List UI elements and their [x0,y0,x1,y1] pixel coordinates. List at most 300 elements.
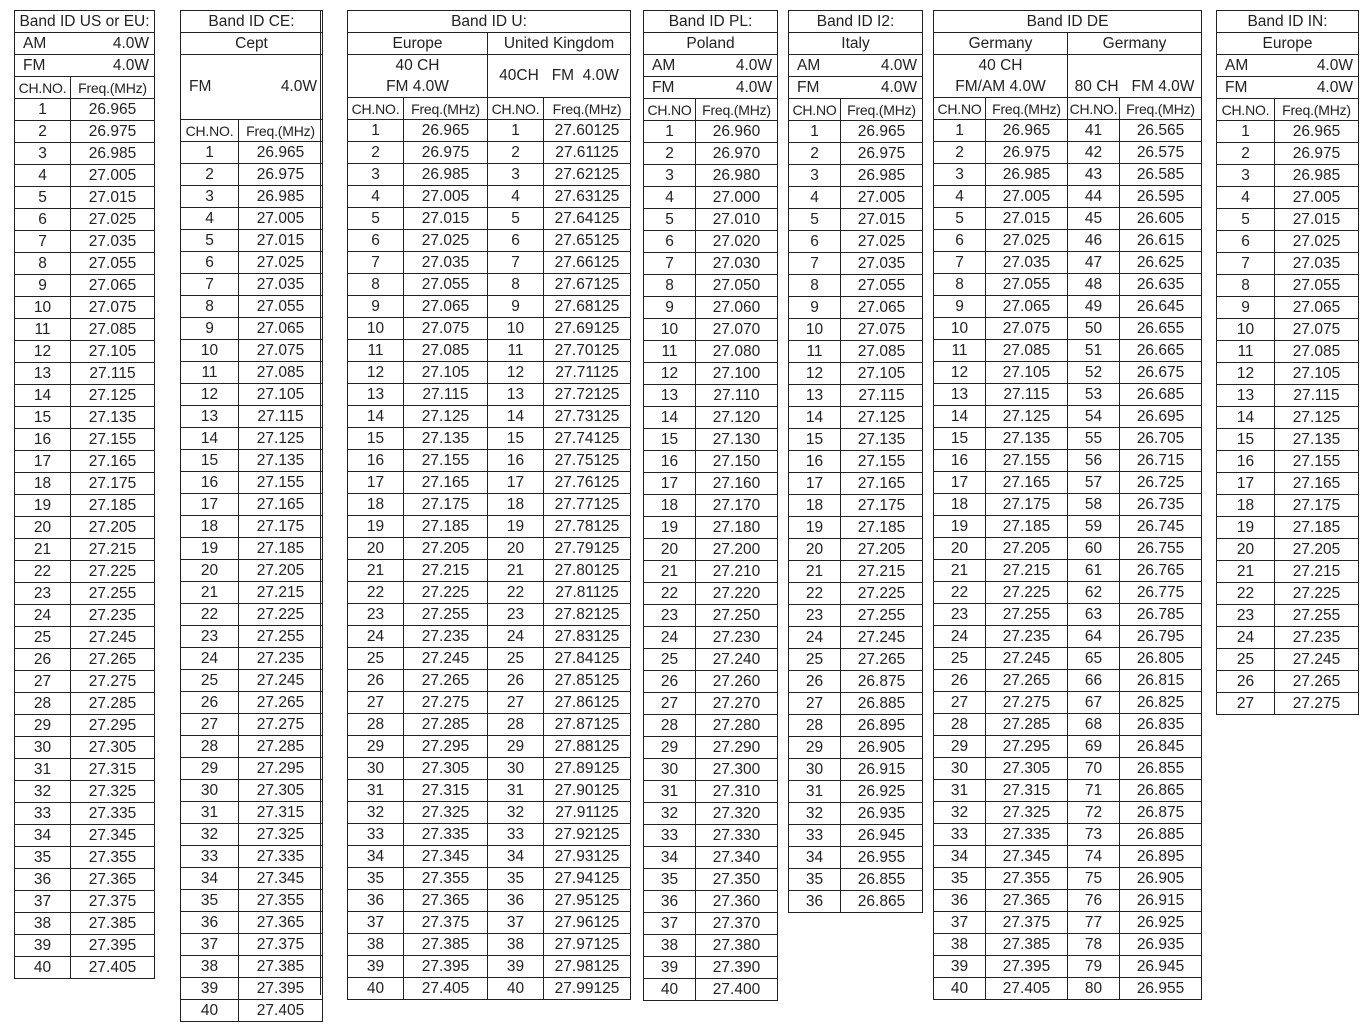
table-row [181,758,323,780]
table-row [789,517,923,539]
table-row [348,626,631,648]
channel-number: 12 [789,363,841,385]
table-row [644,429,778,451]
frequency-value: 27.375 [71,891,155,913]
frequency-value: 27.93125 [544,846,631,868]
frequency-value: 27.225 [239,604,323,626]
table-row [15,539,155,561]
frequency-value: 26.625 [1120,252,1202,274]
frequency-value: 27.055 [71,253,155,275]
channel-number: 3 [789,165,841,187]
table-row [934,670,1202,692]
channel-number: 20 [488,538,544,560]
channel-number: 14 [934,406,986,428]
frequency-value: 27.63125 [544,186,631,208]
frequency-value: 27.245 [404,648,488,670]
channel-number: 47 [1068,252,1120,274]
channel-number: 5 [1217,209,1275,231]
channel-number: 8 [644,275,696,297]
frequency-value: 27.325 [239,824,323,846]
channel-number: 42 [1068,142,1120,164]
frequency-value: 27.105 [404,362,488,384]
frequency-value: 27.205 [71,517,155,539]
frequency-value: 27.60125 [544,120,631,142]
channel-number: 8 [488,274,544,296]
channel-number: 17 [488,472,544,494]
channel-number: 37 [181,934,239,956]
table-row [789,825,923,847]
channel-number: 25 [1217,649,1275,671]
frequency-value: 27.325 [986,802,1068,824]
table-row [348,208,631,230]
table-row [348,164,631,186]
table-row [181,318,323,340]
frequency-value: 27.115 [1275,385,1359,407]
table-row [15,693,155,715]
channel-number: 35 [934,868,986,890]
frequency-header: Freq.(MHz) [1120,98,1202,120]
frequency-value: 27.125 [239,428,323,450]
channel-number: 20 [789,539,841,561]
channel-number: 26 [488,670,544,692]
frequency-value: 26.605 [1120,208,1202,230]
channel-number: 13 [348,384,404,406]
table-row [644,825,778,847]
channel-number: 33 [934,824,986,846]
frequency-value: 27.155 [71,429,155,451]
channel-number: 14 [348,406,404,428]
frequency-value: 27.155 [986,450,1068,472]
table-row [348,758,631,780]
channel-number: 32 [15,781,71,803]
channel-number: 9 [15,275,71,297]
frequency-value: 26.725 [1120,472,1202,494]
table-row [789,737,923,759]
channel-number: 27 [488,692,544,714]
frequency-value: 27.215 [841,561,923,583]
channel-number: 22 [181,604,239,626]
channel-number: 32 [181,824,239,846]
channel-number: 17 [15,451,71,473]
frequency-value: 27.180 [696,517,778,539]
frequency-value: 27.385 [239,956,323,978]
frequency-value: 27.72125 [544,384,631,406]
channel-number: 25 [15,627,71,649]
table-row [789,253,923,275]
table-row [789,495,923,517]
frequency-value: 26.845 [1120,736,1202,758]
frequency-value: 27.265 [404,670,488,692]
channel-number: 32 [644,803,696,825]
channel-number: 20 [15,517,71,539]
channel-header: CH.NO. [181,120,239,142]
channel-number: 16 [934,450,986,472]
frequency-value: 26.685 [1120,384,1202,406]
table-row [15,209,155,231]
band-pl-table [643,10,778,1001]
frequency-value: 26.795 [1120,626,1202,648]
frequency-value: 27.035 [71,231,155,253]
channel-number: 78 [1068,934,1120,956]
table-row [348,472,631,494]
frequency-value: 26.955 [841,847,923,869]
channel-number: 24 [181,648,239,670]
channel-header: CH.NO [644,99,696,121]
channel-number: 39 [488,956,544,978]
frequency-value: 27.390 [696,957,778,979]
frequency-value: 27.275 [404,692,488,714]
channel-number: 7 [181,274,239,296]
frequency-value: 27.260 [696,671,778,693]
fm-power-row: FM 4.0W [644,77,778,99]
table-row [644,451,778,473]
frequency-value: 27.370 [696,913,778,935]
table-row [15,583,155,605]
frequency-value: 27.030 [696,253,778,275]
frequency-value: 27.175 [1275,495,1359,517]
frequency-value: 27.295 [239,758,323,780]
channel-number: 46 [1068,230,1120,252]
channel-number: 21 [488,560,544,582]
table-row [15,891,155,913]
channel-number: 32 [488,802,544,824]
channel-number: 31 [789,781,841,803]
frequency-value: 26.765 [1120,560,1202,582]
frequency-value: 26.915 [841,759,923,781]
frequency-value: 27.96125 [544,912,631,934]
channel-number: 19 [181,538,239,560]
frequency-value: 27.225 [841,583,923,605]
channel-number: 1 [181,142,239,164]
channel-number: 16 [348,450,404,472]
table-row [789,209,923,231]
frequency-value: 27.74125 [544,428,631,450]
channel-number: 24 [934,626,986,648]
frequency-value: 26.575 [1120,142,1202,164]
channel-number: 35 [644,869,696,891]
frequency-value: 27.320 [696,803,778,825]
frequency-value: 27.075 [404,318,488,340]
channel-number: 21 [181,582,239,604]
channel-number: 15 [15,407,71,429]
channel-number: 36 [644,891,696,913]
table-row [15,649,155,671]
frequency-value: 27.230 [696,627,778,649]
table-row [181,406,323,428]
table-row [934,780,1202,802]
frequency-value: 26.960 [696,121,778,143]
channel-number: 12 [181,384,239,406]
channel-number: 18 [15,473,71,495]
channel-number: 37 [348,912,404,934]
frequency-value: 26.985 [841,165,923,187]
channel-number: 8 [15,253,71,275]
channel-number: 39 [934,956,986,978]
table-row [15,165,155,187]
channel-number: 25 [488,648,544,670]
frequency-value: 27.235 [239,648,323,670]
table-row [1217,583,1359,605]
frequency-value: 27.325 [404,802,488,824]
table-row [789,429,923,451]
channel-number: 6 [934,230,986,252]
channel-number: 35 [488,868,544,890]
frequency-value: 27.345 [404,846,488,868]
channel-number: 22 [934,582,986,604]
frequency-value: 27.105 [841,363,923,385]
channel-number: 16 [644,451,696,473]
channel-number: 28 [789,715,841,737]
channel-rows [644,121,778,1001]
table-row [934,714,1202,736]
channel-number: 13 [15,363,71,385]
frequency-value: 26.665 [1120,340,1202,362]
table-row [644,275,778,297]
table-row [348,340,631,362]
frequency-value: 26.785 [1120,604,1202,626]
table-row [934,538,1202,560]
channel-number: 36 [348,890,404,912]
table-row [644,517,778,539]
channel-number: 38 [644,935,696,957]
frequency-value: 26.945 [841,825,923,847]
channel-number: 75 [1068,868,1120,890]
band-ce-block [180,10,323,1022]
table-row [181,340,323,362]
channel-number: 22 [15,561,71,583]
frequency-value: 27.085 [841,341,923,363]
table-row [644,539,778,561]
table-row [789,605,923,627]
frequency-value: 26.815 [1120,670,1202,692]
frequency-value: 27.86125 [544,692,631,714]
frequency-value: 27.265 [841,649,923,671]
table-row [789,781,923,803]
frequency-value: 27.165 [404,472,488,494]
table-row [934,868,1202,890]
frequency-value: 27.365 [404,890,488,912]
frequency-header: Freq.(MHz) [986,98,1068,120]
table-row [789,165,923,187]
frequency-value: 27.125 [986,406,1068,428]
frequency-value: 27.245 [841,627,923,649]
channel-number: 35 [181,890,239,912]
table-row [15,847,155,869]
table-row [15,407,155,429]
region-germany-80ch: Germany [1068,33,1202,55]
frequency-value: 27.005 [1275,187,1359,209]
channel-number: 34 [789,847,841,869]
channel-rows [934,120,1202,1000]
channel-number: 9 [1217,297,1275,319]
channel-number: 4 [348,186,404,208]
frequency-value: 27.235 [1275,627,1359,649]
channel-number: 21 [644,561,696,583]
channel-number: 15 [1217,429,1275,451]
channel-number: 9 [934,296,986,318]
frequency-value: 27.97125 [544,934,631,956]
frequency-value: 27.77125 [544,494,631,516]
table-row [934,494,1202,516]
frequency-value: 26.925 [841,781,923,803]
frequency-value: 27.99125 [544,978,631,1000]
frequency-value: 27.360 [696,891,778,913]
table-row [934,648,1202,670]
table-row [348,780,631,802]
frequency-header: Freq.(MHz) [71,77,155,99]
frequency-value: 26.965 [71,99,155,121]
frequency-value: 26.895 [1120,846,1202,868]
frequency-value: 26.855 [1120,758,1202,780]
channel-number: 12 [1217,363,1275,385]
table-row [181,208,323,230]
frequency-value: 27.050 [696,275,778,297]
channel-number: 2 [181,164,239,186]
table-row [181,516,323,538]
channel-number: 53 [1068,384,1120,406]
channel-number: 36 [181,912,239,934]
channel-number: 8 [789,275,841,297]
frequency-value: 27.165 [71,451,155,473]
channel-number: 10 [1217,319,1275,341]
frequency-value: 27.120 [696,407,778,429]
frequency-value: 27.065 [239,318,323,340]
frequency-value: 27.315 [404,780,488,802]
frequency-value: 27.80125 [544,560,631,582]
channel-number: 28 [15,693,71,715]
table-row [181,978,323,1000]
table-row [15,781,155,803]
frequency-value: 27.84125 [544,648,631,670]
table-row [644,231,778,253]
table-row [15,187,155,209]
channel-number: 38 [348,934,404,956]
table-row [1217,231,1359,253]
band-title: Band ID PL: [644,11,778,33]
table-row [181,450,323,472]
frequency-value: 27.135 [404,428,488,450]
channel-number: 9 [348,296,404,318]
frequency-value: 27.305 [71,737,155,759]
frequency-value: 27.245 [1275,649,1359,671]
channel-number: 3 [1217,165,1275,187]
frequency-value: 26.695 [1120,406,1202,428]
channel-number: 33 [789,825,841,847]
channel-number: 37 [488,912,544,934]
frequency-value: 27.185 [404,516,488,538]
table-row [789,187,923,209]
table-row [181,868,323,890]
frequency-value: 26.565 [1120,120,1202,142]
channel-rows [1217,121,1359,715]
frequency-value: 26.875 [1120,802,1202,824]
channel-number: 33 [348,824,404,846]
frequency-value: 27.065 [404,296,488,318]
table-row [181,670,323,692]
table-row [644,165,778,187]
channel-number: 27 [181,714,239,736]
table-row [934,560,1202,582]
channel-number: 29 [181,758,239,780]
channel-number: 11 [1217,341,1275,363]
table-row [15,143,155,165]
channel-number: 24 [488,626,544,648]
channel-number: 1 [488,120,544,142]
channel-number: 58 [1068,494,1120,516]
table-row [1217,495,1359,517]
table-row [934,692,1202,714]
frequency-value: 27.225 [1275,583,1359,605]
channel-number: 5 [934,208,986,230]
table-row [181,846,323,868]
frequency-value: 27.345 [71,825,155,847]
frequency-value: 26.655 [1120,318,1202,340]
frequency-value: 26.965 [1275,121,1359,143]
frequency-header: Freq.(MHz) [841,99,923,121]
channel-number: 21 [1217,561,1275,583]
band-u-block [347,10,631,1000]
region-germany-40ch: Germany [934,33,1068,55]
table-row [15,825,155,847]
channel-number: 1 [934,120,986,142]
table-row [348,824,631,846]
channel-number: 25 [348,648,404,670]
table-row [644,605,778,627]
frequency-value: 27.025 [404,230,488,252]
channel-number: 32 [934,802,986,824]
frequency-value: 27.305 [404,758,488,780]
frequency-value: 26.705 [1120,428,1202,450]
frequency-value: 26.980 [696,165,778,187]
channel-number: 27 [789,693,841,715]
frequency-value: 26.745 [1120,516,1202,538]
channel-number: 36 [488,890,544,912]
channel-number: 29 [15,715,71,737]
channel-number: 25 [644,649,696,671]
channel-number: 21 [789,561,841,583]
band-ce-table [180,10,323,1022]
table-row [15,495,155,517]
frequency-value: 27.005 [841,187,923,209]
table-row [789,319,923,341]
channel-number: 21 [934,560,986,582]
frequency-value: 27.100 [696,363,778,385]
channel-number: 48 [1068,274,1120,296]
channel-number: 30 [644,759,696,781]
channel-number: 10 [181,340,239,362]
table-row [15,341,155,363]
channel-number: 25 [789,649,841,671]
table-row [348,384,631,406]
channel-number: 30 [488,758,544,780]
table-row [181,692,323,714]
frequency-value: 27.055 [239,296,323,318]
table-row [1217,693,1359,715]
frequency-header: Freq.(MHz) [239,120,323,142]
channel-number: 23 [1217,605,1275,627]
table-row [348,956,631,978]
table-row [644,935,778,957]
table-row [644,913,778,935]
table-row [934,824,1202,846]
channel-rows [181,142,323,1022]
channel-number: 3 [348,164,404,186]
frequency-value: 27.355 [404,868,488,890]
frequency-value: 27.035 [986,252,1068,274]
channel-number: 29 [488,736,544,758]
channel-number: 37 [934,912,986,934]
table-row [348,516,631,538]
